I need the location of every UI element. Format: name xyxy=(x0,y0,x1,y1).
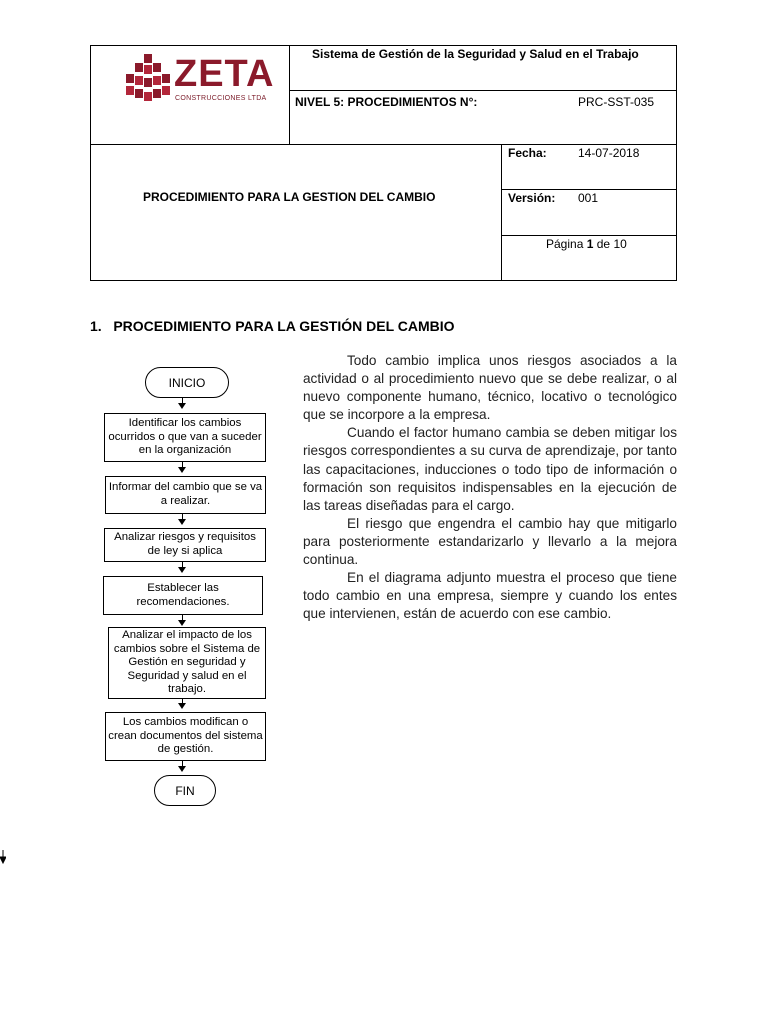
page-sep: de xyxy=(596,237,611,251)
logo-subtitle: CONSTRUCCIONES LTDA xyxy=(175,95,267,102)
header-divider xyxy=(501,235,677,236)
logo-word: ZETA xyxy=(174,53,275,95)
stray-arrow-icon xyxy=(0,850,6,864)
page-current: 1 xyxy=(586,237,594,251)
version-label: Versión: xyxy=(508,191,556,205)
flow-arrow-head xyxy=(178,766,186,772)
flow-step: Analizar el impacto de los cambios sobre el Sistema de Gestión en seguridad y Seguridad y salud en el trabajo. xyxy=(108,627,266,699)
header-divider xyxy=(501,144,502,281)
flow-arrow-head xyxy=(178,620,186,626)
paragraph: Cuando el factor humano cambia se deben mitigar los riesgos correspondientes a su curva de aprendizaje, por tanto las capacitaciones, inducciones o todo tipo de información o formación son requisitos indispensables en la ejecución de las tareas diseñadas para el cargo. xyxy=(303,425,677,513)
body-text xyxy=(303,352,677,623)
page-indicator xyxy=(546,237,627,251)
level-label: NIVEL 5: PROCEDIMIENTOS N°: xyxy=(295,95,478,109)
flow-arrow-head xyxy=(178,519,186,525)
system-title: Sistema de Gestión de la Seguridad y Salud en el Trabajo xyxy=(312,47,639,61)
flow-start: INICIO xyxy=(145,367,229,398)
flow-step: Los cambios modifican o crean documentos del sistema de gestión. xyxy=(105,712,266,761)
flow-step: Analizar riesgos y requisitos de ley si aplica xyxy=(104,528,266,562)
flow-end: FIN xyxy=(154,775,216,806)
page-total: 10 xyxy=(613,237,627,251)
date-value: 14-07-2018 xyxy=(578,146,640,160)
version-value: 001 xyxy=(578,191,599,205)
procedure-title: PROCEDIMIENTO PARA LA GESTION DEL CAMBIO xyxy=(143,190,436,204)
header-divider xyxy=(90,144,677,145)
procedure-code: PRC-SST-035 xyxy=(578,95,655,109)
flow-step: Informar del cambio que se va a realizar. xyxy=(105,476,266,514)
flow-step: Identificar los cambios ocurridos o que van a suceder en la organización xyxy=(104,413,266,462)
flow-arrow-head xyxy=(178,403,186,409)
header-divider xyxy=(289,45,290,145)
section-title: 1. PROCEDIMIENTO PARA LA GESTIÓN DEL CAMBIO xyxy=(90,318,455,334)
date-label: Fecha: xyxy=(508,146,547,160)
logo-mark-icon xyxy=(126,54,170,104)
header-divider xyxy=(289,90,677,91)
flow-arrow-head xyxy=(178,467,186,473)
flow-step: Establecer las recomendaciones. xyxy=(103,576,263,615)
flow-arrow-head xyxy=(178,567,186,573)
paragraph: En el diagrama adjunto muestra el proceso que tiene todo cambio en una empresa, siempre y cuando los entes que intervienen, están de acuerdo con ese cambio. xyxy=(303,570,677,622)
paragraph: Todo cambio implica unos riesgos asociados a la actividad o al procedimiento nuevo que se debe realizar, o al nuevo componente humano, técnico, locativo o tecnológico que se incorpore a la empresa. xyxy=(303,353,677,423)
paragraph: El riesgo que engendra el cambio hay que mitigarlo para posteriormente estandarizarlo y llevarlo a la mejora continua. xyxy=(303,515,677,568)
flow-arrow-head xyxy=(178,703,186,709)
page-prefix: Página xyxy=(546,237,584,251)
header-divider xyxy=(501,189,677,190)
